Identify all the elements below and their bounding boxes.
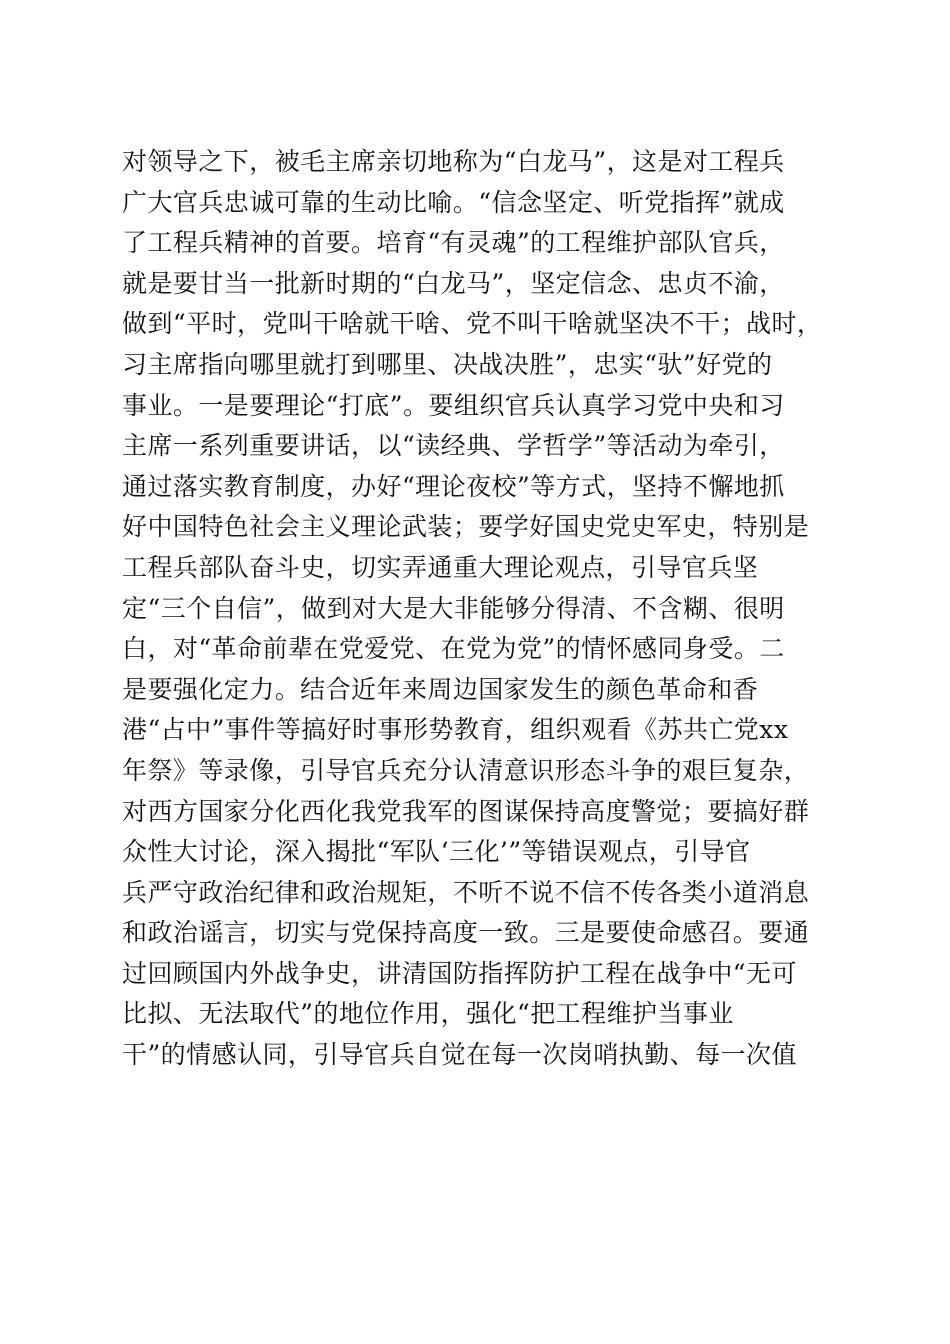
text-line: 白，对“革命前辈在党爱党、在党为党”的情怀感同身受。二 bbox=[122, 634, 785, 664]
text-line: 做到“平时，党叫干啥就干啥、党不叫干啥就坚决不干；战时， bbox=[122, 309, 823, 339]
text-line: 广大官兵忠诚可靠的生动比喻。“信念坚定、听党指挥”就成 bbox=[122, 187, 785, 217]
text-line: 比拟、无法取代”的地位作用，强化“把工程维护当事业 bbox=[122, 999, 734, 1029]
text-line: 事业。一是要理论“打底”。要组织官兵认真学习党中央和习 bbox=[122, 390, 785, 420]
text-line: 主席一系列重要讲话，以“读经典、学哲学”等活动为牵引， bbox=[122, 431, 785, 461]
text-line: 了工程兵精神的首要。培育“有灵魂”的工程维护部队官兵， bbox=[122, 228, 785, 258]
text-line: 定“三个自信”，做到对大是大非能够分得清、不含糊、很明 bbox=[122, 593, 785, 623]
text-line: 工程兵部队奋斗史，切实弄通重大理论观点，引导官兵坚 bbox=[122, 552, 759, 582]
text-line: 港“占中”事件等搞好时事形势教育，组织观看《苏共亡党xx bbox=[122, 715, 789, 745]
text-line: 对西方国家分化西化我党我军的图谋保持高度警觉；要搞好群 bbox=[122, 796, 810, 826]
text-line: 好中国特色社会主义理论武装；要学好国史党史军史，特别是 bbox=[122, 512, 810, 542]
text-line: 兵严守政治纪律和政治规矩，不听不说不信不传各类小道消息 bbox=[122, 877, 810, 907]
body-text bbox=[122, 142, 832, 1076]
text-line: 年祭》等录像，引导官兵充分认清意识形态斗争的艰巨复杂， bbox=[122, 755, 810, 785]
text-line: 就是要甘当一批新时期的“白龙马”，坚定信念、忠贞不渝， bbox=[122, 268, 785, 298]
text-line: 对领导之下，被毛主席亲切地称为“白龙马”，这是对工程兵 bbox=[122, 147, 785, 176]
text-line: 通过落实教育制度，办好“理论夜校”等方式，坚持不懈地抓 bbox=[122, 471, 785, 501]
text-line: 习主席指向哪里就打到哪里、决战决胜”，忠实“驮”好党的 bbox=[122, 349, 773, 379]
text-line: 和政治谣言，切实与党保持高度一致。三是要使命感召。要通 bbox=[122, 918, 810, 948]
text-line: 干”的情感认同，引导官兵自觉在每一次岗哨执勤、每一次值 bbox=[122, 1040, 797, 1070]
text-line: 众性大讨论，深入揭批“军队‘三化’”等错误观点，引导官 bbox=[122, 837, 751, 867]
text-line: 是要强化定力。结合近年来周边国家发生的颜色革命和香 bbox=[122, 674, 759, 704]
text-line: 过回顾国内外战争史，讲清国防指挥防护工程在战争中“无可 bbox=[122, 958, 797, 988]
